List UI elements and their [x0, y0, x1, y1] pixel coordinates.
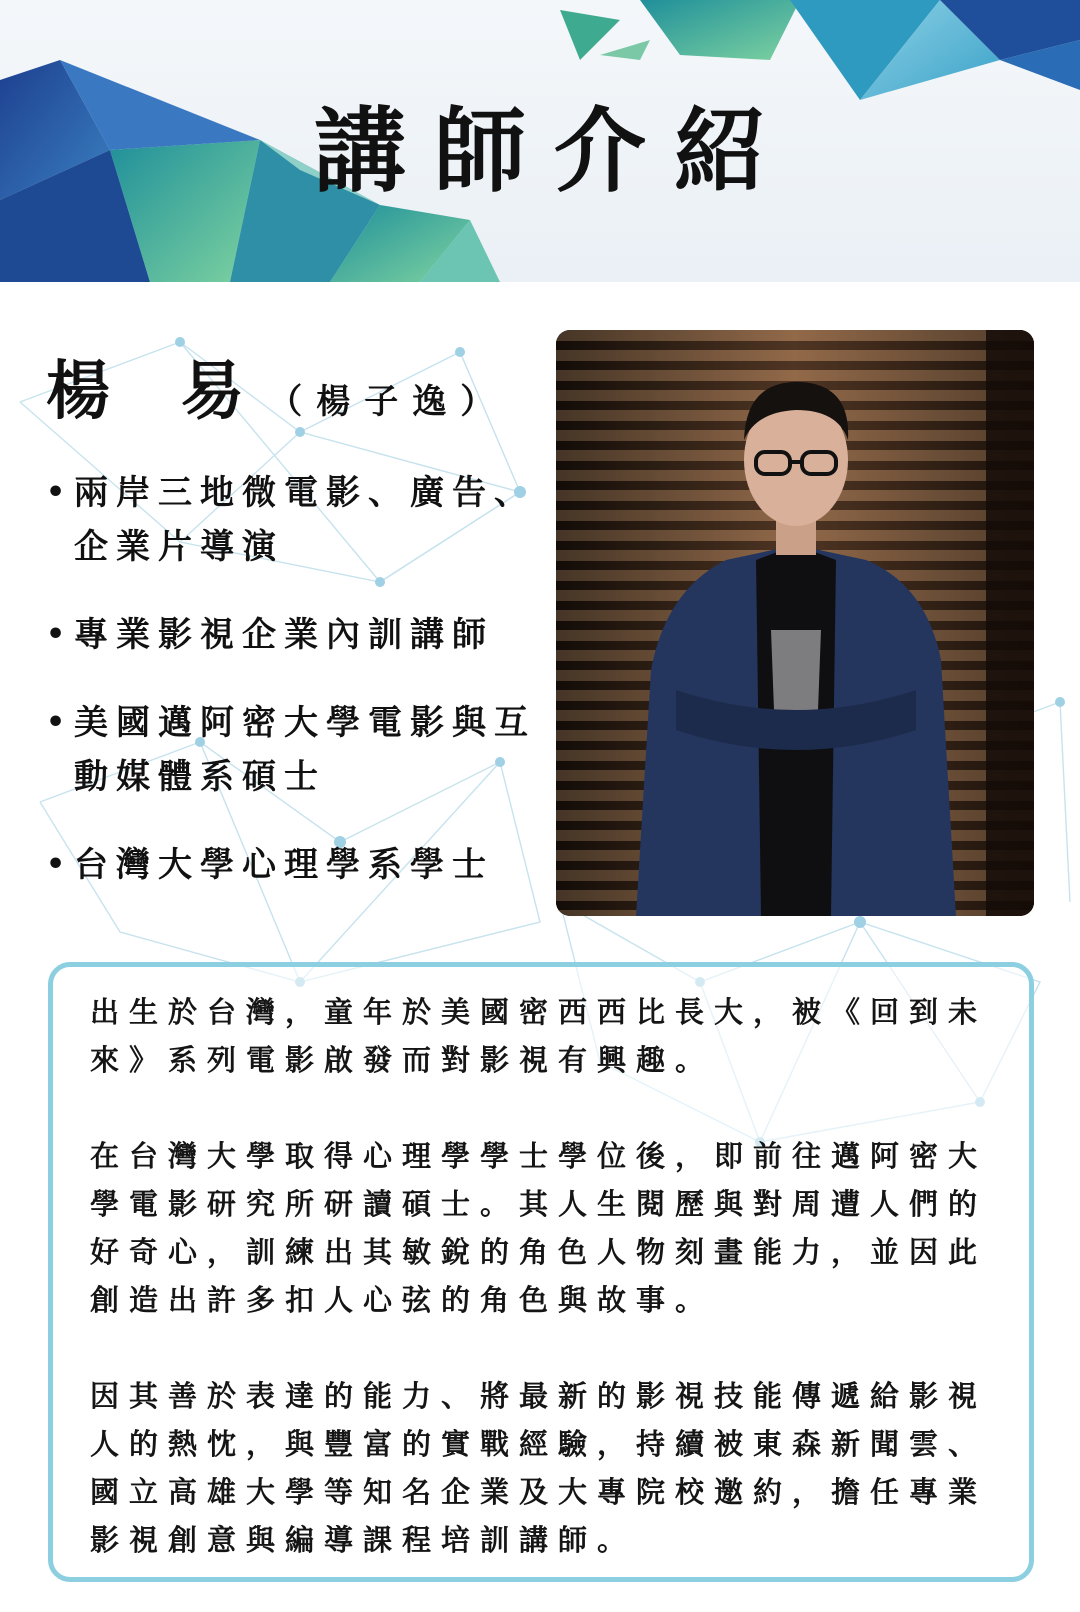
credential-item: • 兩岸三地微電影、廣告、企業片導演 — [46, 466, 546, 574]
header-banner — [0, 0, 1080, 282]
portrait-illustration — [556, 330, 1034, 916]
bio-paragraph: 出生於台灣，童年於美國密西西比長大，被《回到未來》系列電影啟發而對影視有興趣。 — [90, 995, 988, 1077]
instructor-alt-name: （楊子逸） — [268, 382, 509, 422]
bio-paragraph: 因其善於表達的能力、將最新的影視技能傳遞給影視人的熱忱，與豐富的實戰經驗，持續被東森新聞雲、國立高雄大學等知名企業及大專院校邀約，擔任專業影視創意與編導課程培訓講師。 — [90, 1379, 988, 1557]
page-title: 講師介紹 — [313, 97, 794, 205]
bio-text — [90, 988, 1000, 1612]
instructor-name — [46, 340, 508, 432]
credential-item: • 台灣大學心理學系學士 — [46, 838, 546, 892]
credential-list — [46, 466, 546, 892]
instructor-name-main: 楊 易 — [46, 354, 269, 429]
credential-item: • 美國邁阿密大學電影與互動媒體系碩士 — [46, 696, 546, 804]
credential-item: • 專業影視企業內訓講師 — [46, 608, 546, 662]
instructor-photo — [556, 330, 1034, 916]
bio-paragraph: 在台灣大學取得心理學學士學位後，即前往邁阿密大學電影研究所研讀碩士。其人生閱歷與對周遭人們的好奇心，訓練出其敏銳的角色人物刻畫能力，並因此創造出許多扣人心弦的角色與故事。 — [90, 1139, 988, 1317]
